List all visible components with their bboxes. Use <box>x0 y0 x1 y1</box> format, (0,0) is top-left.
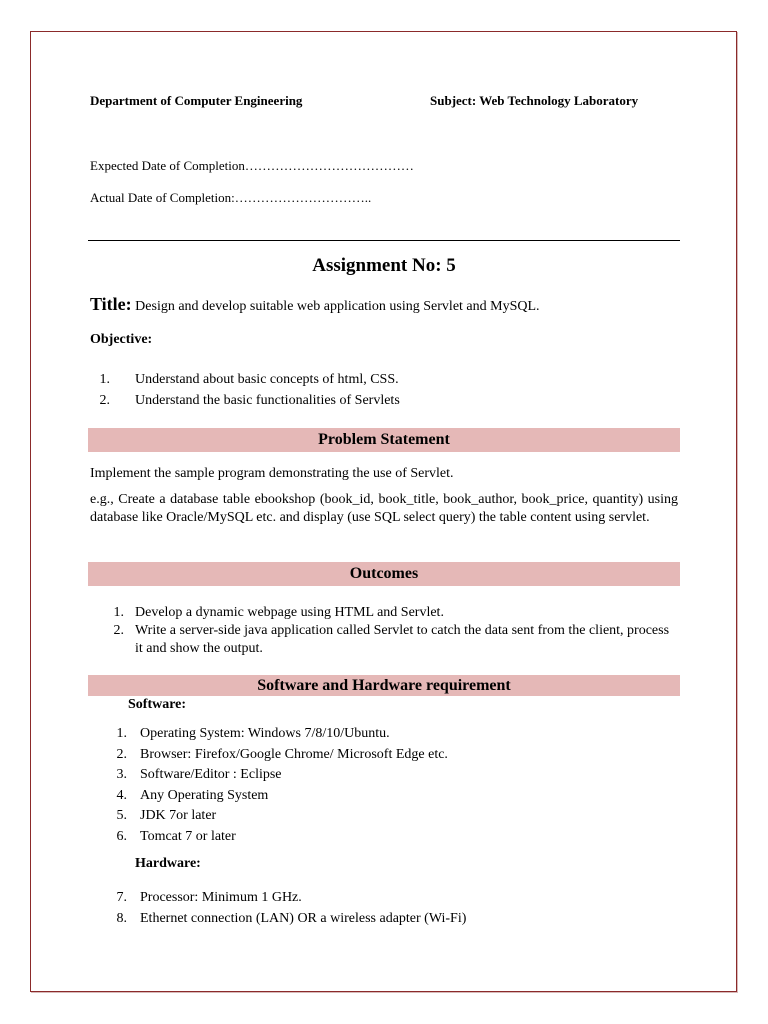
list-text: Understand about basic concepts of html, CSS. <box>135 372 399 387</box>
list-item <box>115 909 675 930</box>
list-number: 2. <box>113 623 124 638</box>
list-item <box>115 765 675 786</box>
list-item <box>99 390 670 411</box>
problem-statement-heading: Problem Statement <box>88 428 680 452</box>
list-number: 1. <box>99 372 110 387</box>
list-item <box>115 786 675 807</box>
title-label: Title: <box>90 294 132 314</box>
actual-date-blank: ………………………….. <box>234 190 372 205</box>
title-text: Design and develop suitable web application using Servlet and MySQL. <box>131 299 540 314</box>
list-item <box>115 806 675 827</box>
list-number: 2. <box>116 746 127 762</box>
actual-date-label: Actual Date of Completion: <box>90 190 235 205</box>
list-item <box>115 888 675 909</box>
assignment-heading: Assignment No: 5 <box>312 255 456 276</box>
list-text: Software/Editor : Eclipse <box>140 767 282 782</box>
list-item <box>115 745 675 766</box>
outcomes-heading: Outcomes <box>88 562 680 586</box>
outcomes-list <box>110 604 670 658</box>
subject-label: Subject: Web Technology Laboratory <box>430 93 639 108</box>
list-item <box>110 604 670 622</box>
objective-list <box>99 369 670 411</box>
list-number: 3. <box>116 767 127 782</box>
expected-date-label: Expected Date of Completion <box>90 158 245 173</box>
hardware-label: Hardware: <box>135 856 201 871</box>
list-text: Operating System: Windows 7/8/10/Ubuntu. <box>140 726 390 741</box>
problem-paragraph-2: e.g., Create a database table ebookshop (book_id, book_title, book_author, book_price, quantity) using database like Oracle/MySQL etc. and display (use SQL select query) the table content using servlet. <box>90 492 678 525</box>
title-row <box>90 294 540 315</box>
list-text: JDK 7or later <box>140 808 217 823</box>
list-text: Write a server-side java application called Servlet to catch the data sent from the client, process it and show the output. <box>135 623 670 656</box>
list-number: 5. <box>116 808 127 823</box>
list-number: 1. <box>113 605 124 620</box>
software-list <box>115 724 675 847</box>
department-label: Department of Computer Engineering <box>90 93 303 108</box>
list-number: 2. <box>99 393 110 408</box>
list-text: Processor: Minimum 1 GHz. <box>140 890 302 905</box>
expected-date-blank: ………………………………… <box>244 158 414 173</box>
list-number: 7. <box>116 890 127 905</box>
list-text: Ethernet connection (LAN) OR a wireless adapter (Wi-Fi) <box>140 910 467 926</box>
list-text: Any Operating System <box>140 787 269 803</box>
list-number: 4. <box>116 787 127 803</box>
horizontal-rule <box>88 240 680 241</box>
expected-date-line <box>90 158 414 174</box>
list-item <box>115 827 675 848</box>
objective-label: Objective: <box>90 332 153 347</box>
list-text: Tomcat 7 or later <box>140 828 236 844</box>
list-item <box>115 724 675 745</box>
list-item <box>99 369 670 390</box>
requirements-heading: Software and Hardware requirement <box>88 675 680 696</box>
list-number: 8. <box>116 910 127 926</box>
list-number: 6. <box>116 828 127 844</box>
list-number: 1. <box>116 726 127 741</box>
list-text: Develop a dynamic webpage using HTML and Servlet. <box>135 605 444 620</box>
actual-date-line <box>90 190 371 206</box>
list-text: Understand the basic functionalities of Servlets <box>135 393 400 408</box>
hardware-list <box>115 888 675 929</box>
list-item <box>110 622 670 658</box>
software-label: Software: <box>128 697 187 712</box>
list-text: Browser: Firefox/Google Chrome/ Microsoft Edge etc. <box>140 746 448 762</box>
problem-paragraph-1: Implement the sample program demonstrating the use of Servlet. <box>90 466 454 481</box>
